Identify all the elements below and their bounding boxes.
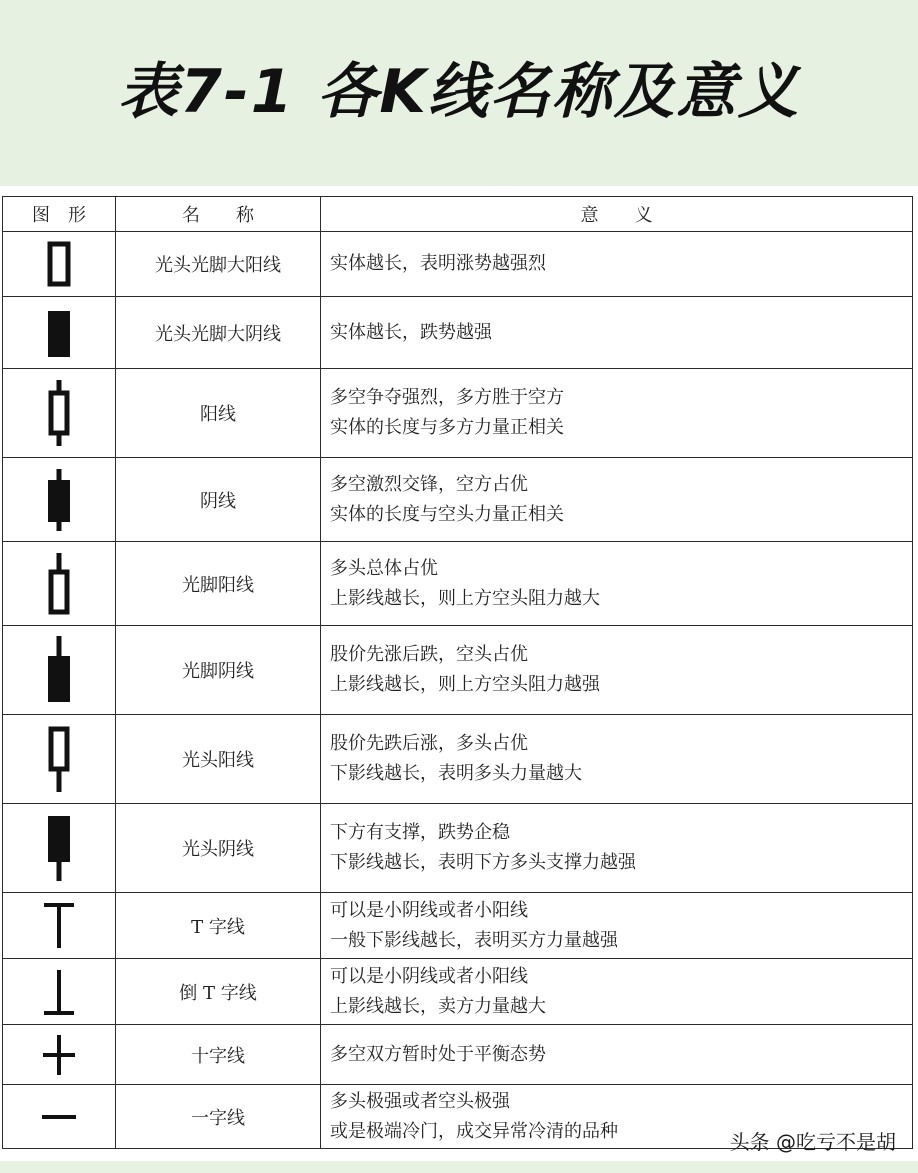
page-title: 表7-1 各K线名称及意义 bbox=[118, 57, 800, 127]
solid-candle-no-shadow-icon bbox=[39, 305, 79, 361]
meaning-line: 股价先跌后涨，多头占优 bbox=[330, 733, 528, 754]
solid-candle-upper-shadow-icon bbox=[39, 634, 79, 706]
meaning-line: 多空双方暂时处于平衡态势 bbox=[330, 1043, 546, 1065]
table-header-row bbox=[3, 197, 913, 232]
meaning-cell bbox=[321, 1025, 913, 1085]
name-cell: 阳线 bbox=[116, 369, 321, 458]
meaning-cell bbox=[321, 232, 913, 297]
t-line-icon bbox=[39, 901, 79, 951]
name-cell: T 字线 bbox=[116, 893, 321, 959]
meaning-line: 多头极强或者空头极强 bbox=[330, 1090, 510, 1112]
hollow-candle-no-shadow-icon bbox=[39, 236, 79, 292]
meaning-line: 股价先涨后跌，空头占优 bbox=[330, 644, 528, 665]
meaning-cell bbox=[321, 458, 913, 542]
kline-table bbox=[2, 196, 913, 1149]
watermark: 头条 @吃亏不是胡 bbox=[729, 1130, 896, 1154]
figure-cell bbox=[3, 626, 116, 715]
meaning-line: 上影线越长，则上方空头阻力越强 bbox=[330, 674, 600, 695]
inverted-t-line-icon bbox=[39, 967, 79, 1017]
meaning-line: 或是极端冷门，成交异常冷清的品种 bbox=[330, 1120, 618, 1142]
meaning-cell bbox=[321, 959, 913, 1025]
bottom-strip bbox=[0, 1161, 918, 1173]
meaning-cell bbox=[321, 715, 913, 804]
table-row bbox=[3, 715, 913, 804]
name-cell: 倒 T 字线 bbox=[116, 959, 321, 1025]
meaning-line: 多头总体占优 bbox=[330, 557, 438, 579]
meaning-line: 实体越长，表明涨势越强烈 bbox=[330, 253, 546, 274]
name-cell: 十字线 bbox=[116, 1025, 321, 1085]
hollow-candle-both-shadows-icon bbox=[39, 378, 79, 448]
name-cell: 光头阳线 bbox=[116, 715, 321, 804]
figure-cell bbox=[3, 458, 116, 542]
table-row bbox=[3, 542, 913, 626]
name-cell: 光头光脚大阳线 bbox=[116, 232, 321, 297]
figure-cell bbox=[3, 715, 116, 804]
meaning-cell bbox=[321, 626, 913, 715]
table-sheet bbox=[0, 186, 918, 1161]
meaning-line: 实体越长，跌势越强 bbox=[330, 321, 492, 343]
meaning-cell bbox=[321, 542, 913, 626]
figure-cell bbox=[3, 232, 116, 297]
hollow-candle-lower-shadow-icon bbox=[39, 724, 79, 794]
meaning-line: 上影线越长，则上方空头阻力越大 bbox=[330, 587, 600, 609]
figure-cell bbox=[3, 297, 116, 369]
figure-cell bbox=[3, 369, 116, 458]
table-row bbox=[3, 804, 913, 893]
solid-candle-both-shadows-icon bbox=[39, 468, 79, 532]
name-cell: 一字线 bbox=[116, 1085, 321, 1149]
name-cell: 光脚阴线 bbox=[116, 626, 321, 715]
meaning-line: 下影线越长，表明下方多头支撑力越强 bbox=[330, 852, 636, 873]
table-row bbox=[3, 232, 913, 297]
meaning-line: 实体的长度与多方力量正相关 bbox=[330, 417, 564, 438]
meaning-line: 可以是小阴线或者小阳线 bbox=[330, 899, 528, 921]
meaning-line: 一般下影线越长，表明买方力量越强 bbox=[330, 929, 618, 951]
dash-line-icon bbox=[39, 1107, 79, 1127]
meaning-line: 下方有支撑，跌势企稳 bbox=[330, 822, 510, 843]
table-row bbox=[3, 626, 913, 715]
meaning-cell bbox=[321, 804, 913, 893]
meaning-line: 下影线越长，表明多头力量越大 bbox=[330, 763, 582, 784]
meaning-line: 实体的长度与空头力量正相关 bbox=[330, 503, 564, 525]
header-figure: 图 形 bbox=[3, 197, 116, 232]
figure-cell bbox=[3, 893, 116, 959]
name-cell: 阴线 bbox=[116, 458, 321, 542]
meaning-cell bbox=[321, 369, 913, 458]
name-cell: 光头阴线 bbox=[116, 804, 321, 893]
meaning-cell bbox=[321, 893, 913, 959]
meaning-cell bbox=[321, 297, 913, 369]
table-row bbox=[3, 458, 913, 542]
table-row bbox=[3, 959, 913, 1025]
header-meaning: 意 义 bbox=[321, 197, 913, 232]
name-cell: 光脚阳线 bbox=[116, 542, 321, 626]
figure-cell bbox=[3, 804, 116, 893]
table-row bbox=[3, 369, 913, 458]
figure-cell bbox=[3, 1025, 116, 1085]
meaning-line: 可以是小阴线或者小阳线 bbox=[330, 965, 528, 987]
figure-cell bbox=[3, 542, 116, 626]
meaning-line: 多空激烈交锋，空方占优 bbox=[330, 473, 528, 495]
figure-cell bbox=[3, 959, 116, 1025]
cross-line-icon bbox=[39, 1032, 79, 1078]
hollow-candle-upper-shadow-icon bbox=[39, 552, 79, 616]
meaning-line: 上影线越长，卖方力量越大 bbox=[330, 995, 546, 1017]
figure-cell bbox=[3, 1085, 116, 1149]
header-name: 名 称 bbox=[116, 197, 321, 232]
solid-candle-lower-shadow-icon bbox=[39, 813, 79, 883]
name-cell: 光头光脚大阴线 bbox=[116, 297, 321, 369]
table-row bbox=[3, 1025, 913, 1085]
meaning-line: 多空争夺强烈，多方胜于空方 bbox=[330, 387, 564, 408]
table-row bbox=[3, 297, 913, 369]
table-row bbox=[3, 893, 913, 959]
